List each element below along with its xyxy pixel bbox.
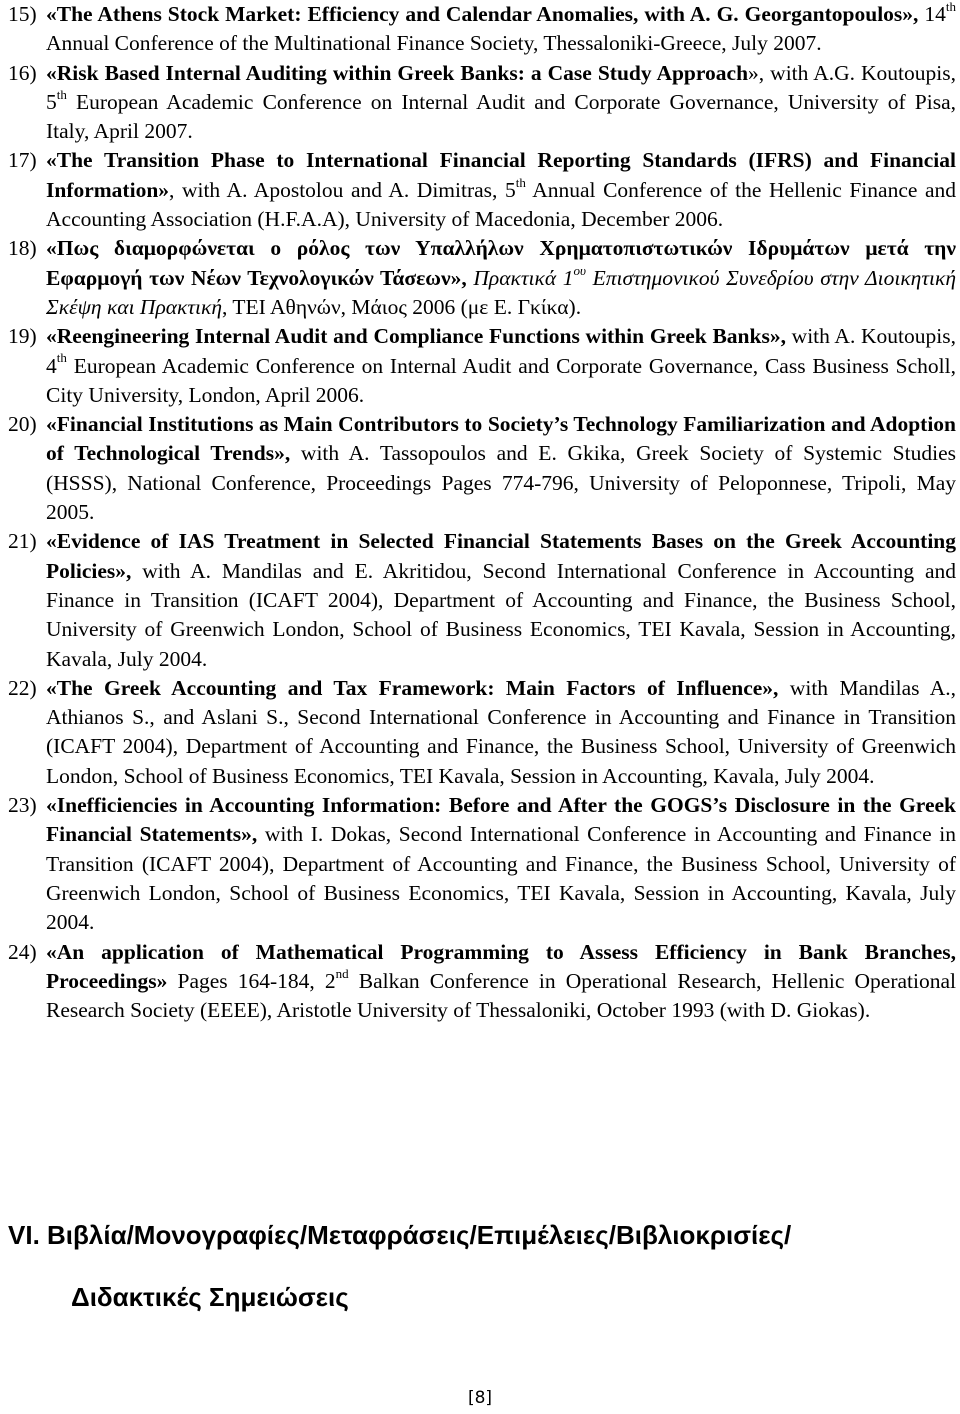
reference-item [8,791,956,937]
reference-title: «Πως διαμορφώνεται ο ρόλος των Υπαλλήλων Χρηματοπιστωτικών Ιδρυμάτων μετά την Εφαρμογή των Νέων Τεχνολογικών Τάσεων», [46,236,956,290]
reference-number: 19) [8,324,37,349]
reference-item [8,234,956,322]
reference-number: 16) [8,60,37,85]
reference-superscript: th [515,174,526,190]
reference-number: 24) [8,939,37,964]
reference-item [8,674,956,791]
reference-italic-text: Επιστημονικού Συνεδρίου στην Διοικητική Σκέψη και Πρακτική [46,265,956,319]
reference-number: 17) [8,148,37,173]
reference-title: «An application of Mathematical Programming to Assess Efficiency in Bank Branches, Proceedings» [46,939,956,993]
reference-item [8,527,956,673]
reference-text: Annual Conference of the Multinational Finance Society, Thessaloniki-Greece, July 2007. [46,31,822,56]
reference-superscript: th [56,350,67,366]
reference-text: , with A. Apostolou and A. Dimitras, 5 [169,177,516,202]
section-number: VI. [8,1220,40,1250]
reference-superscript: nd [335,965,349,981]
reference-item [8,322,956,410]
reference-text: with Mandilas A., Athianos S., and Aslani S., Second International Conference in Accounting and Finance in Transition (ICAFT 2004), Department of Accounting and Finance, the Business School, University of Greenwich London, School of Business Economics, TEI Kavala, Session in Accounting, Kavala, July 2004. [46,675,956,788]
reference-title: «Financial Institutions as Main Contributors to Society’s Technology Familiarization and Adoption of Technological Trends», [46,412,956,466]
reference-title: «Risk Based Internal Auditing within Greek Banks: a Case Study Approach [46,60,749,85]
reference-superscript: th [56,86,67,102]
reference-title: «The Athens Stock Market: Efficiency and Calendar Anomalies, with A. G. Georgantopoulos», [46,2,919,26]
section-heading [8,1204,791,1328]
reference-title: «Inefficiencies in Accounting Information: Before and After the GOGS’s Disclosure in the Greek Financial Statements», [46,793,956,847]
reference-text: with A. Mandilas and E. Akritidou, Second International Conference in Accounting and Finance in Transition (ICAFT 2004), Department of Accounting and Finance, the Business School, University of Greenwich London, School of Business Economics, TEI Kavala, Session in Accounting, Kavala, July 2004. [46,558,956,671]
reference-text: European Academic Conference on Internal Audit and Corporate Governance, Cass Business Scholl, City University, London, April 2006. [46,353,956,407]
reference-item [8,938,956,1026]
reference-number: 18) [8,236,37,261]
reference-list [8,0,956,1025]
reference-title: «Evidence of IAS Treatment in Selected Financial Statements Bases on the Greek Accounting Policies», [46,529,956,583]
reference-text: with A. Koutoupis, 4 [46,324,956,378]
section-title-line2: Διδακτικές Σημειώσεις [71,1282,349,1312]
reference-number: 20) [8,412,37,437]
reference-number: 23) [8,793,37,818]
reference-text: », with A.G. Koutoupis, 5 [46,60,956,114]
reference-title: «The Greek Accounting and Tax Framework: Main Factors of Influence», [46,675,779,700]
reference-text: with A. Tassopoulos and E. Gkika, Greek Society of Systemic Studies (HSSS), National Conference, Proceedings Pages 774-796, University of Peloponnese, Tripoli, May 2005. [46,441,956,525]
reference-number: 22) [8,675,37,700]
page-number: [8] [467,1388,493,1408]
reference-text: , ΤΕΙ Αθηνών, Μάιος 2006 (με Ε. Γκίκα). [222,294,582,319]
reference-item [8,146,956,234]
reference-superscript: th [945,0,956,14]
reference-text: European Academic Conference on Internal Audit and Corporate Governance, University of Pisa, Italy, April 2007. [46,89,956,144]
section-title-line1: Βιβλία/Μονογραφίες/Μεταφράσεις/Επιμέλειες/Βιβλιοκρισίες/ [47,1220,792,1250]
reference-text: Pages 164-184, 2 [167,968,336,993]
reference-italic-text: Πρακτικά 1 [466,265,574,290]
reference-item [8,410,956,527]
reference-text: 14 [918,2,946,26]
reference-text: Annual Conference of the Hellenic Finance and Accounting Association (H.F.A.A), University of Macedonia, December 2006. [46,177,957,232]
reference-text: with I. Dokas, Second International Conference in Accounting and Finance in Transition (ICAFT 2004), Department of Accounting and Finance, the Business School, University of Greenwich London, School of Business Economics, TEI Kavala, Session in Accounting, Kavala, July 2004. [46,822,956,935]
reference-item [8,0,956,59]
reference-text: Balkan Conference in Operational Research, Hellenic Operational Research Society (EEEE), Aristotle University of Thessaloniki, October 1993 (with D. Giokas). [46,968,956,1023]
reference-title: «The Transition Phase to International Financial Reporting Standards (IFRS) and Financial Information» [46,148,956,202]
reference-superscript: ου [573,262,586,278]
reference-number: 21) [8,529,37,554]
reference-number: 15) [8,2,37,26]
reference-item [8,59,956,147]
reference-title: «Reengineering Internal Audit and Compliance Functions within Greek Banks», [46,324,786,349]
